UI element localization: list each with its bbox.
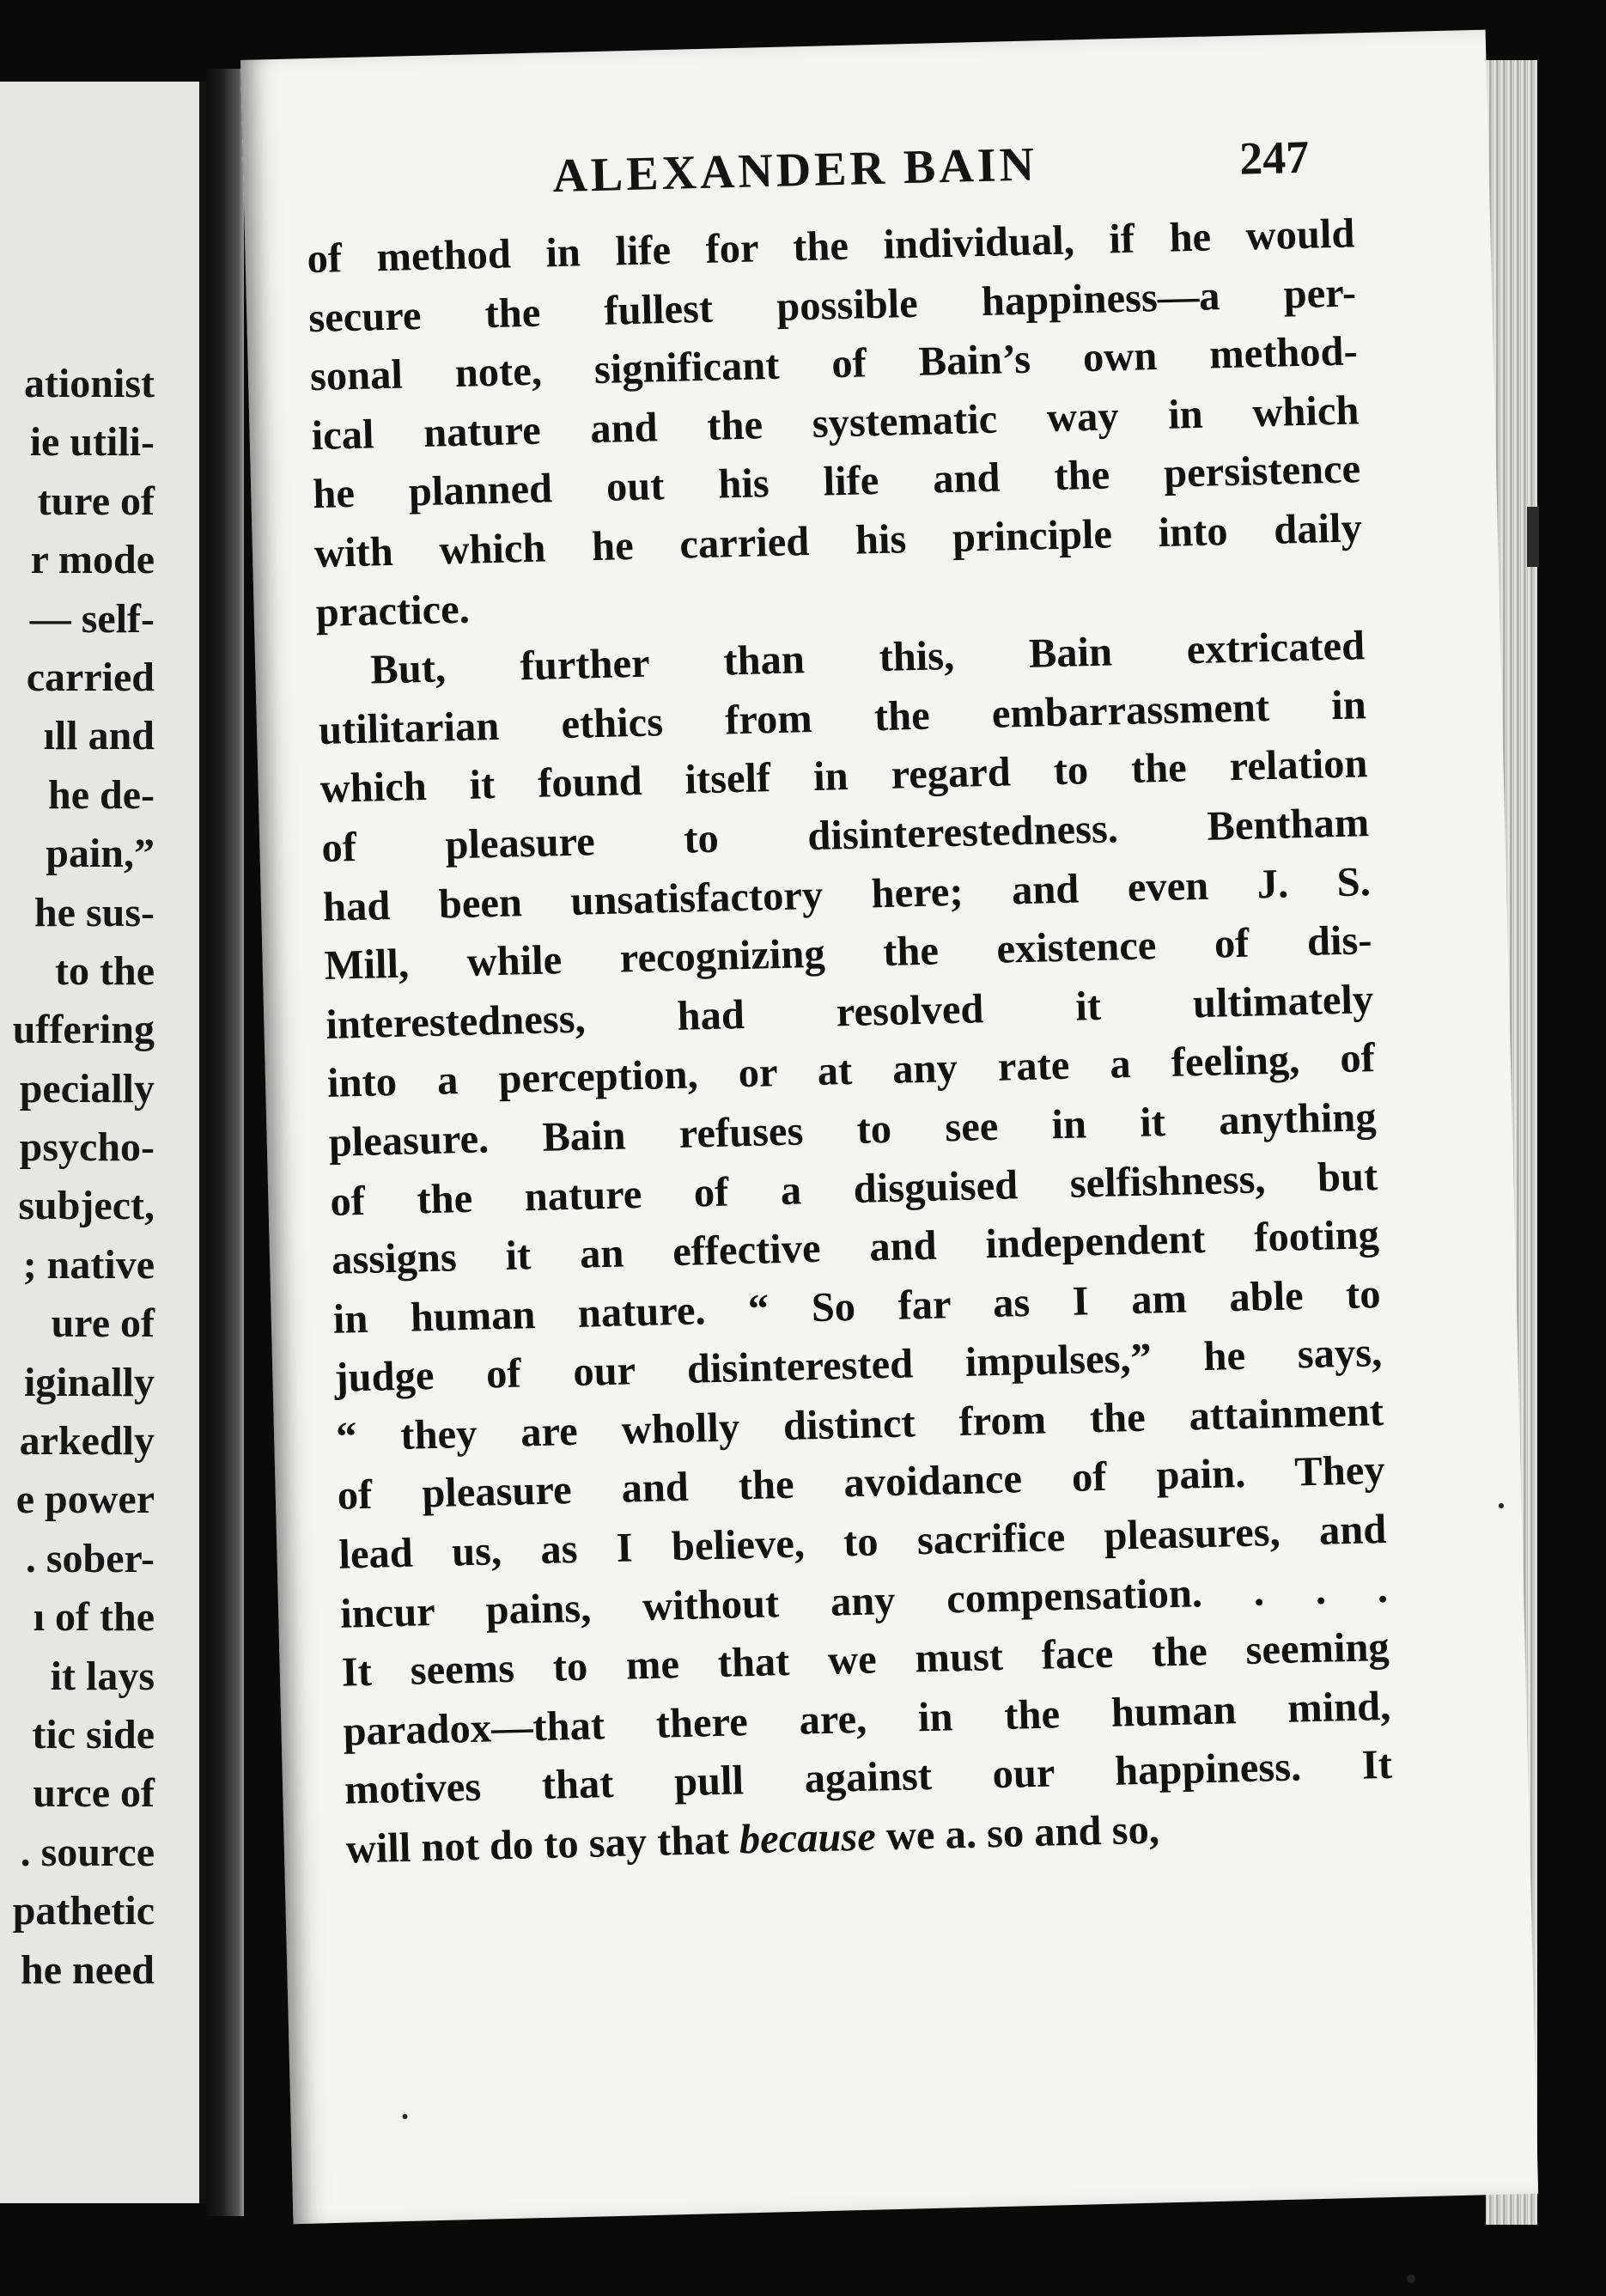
ink-speck [1499,1503,1504,1508]
left-page-line: ie utili- [29,419,155,466]
left-facing-page [0,82,206,2203]
text-line: secure the fullest possible happiness—a per- [307,269,1357,341]
left-page-line: pecially [19,1065,155,1111]
text-line: of method in life for the individual, if he would [307,210,1355,283]
running-title: ALEXANDER BAIN [551,137,1038,204]
left-page-line: tic side [32,1711,155,1757]
left-page-line: subject, [18,1183,155,1229]
text-line: sonal note, significant of Bain’s own method- [309,328,1359,400]
left-page-line: ture of [37,478,155,524]
text-line: practice. [315,586,471,636]
left-page-text [13,355,155,2000]
text-line: he planned out his life and the persistence [312,446,1361,518]
left-page-line: carried [26,654,155,700]
text-line: Mill, while recognizing the existence of dis- [324,917,1373,990]
left-page-line: he sus- [33,889,155,935]
book-gutter [206,69,244,2216]
text-line: had been unsatisfactory here; and even J. S. [322,858,1372,930]
text-line: pleasure. Bain refuses to see in it anything [328,1093,1378,1166]
text-line: into a perception, or at any rate a feeling, of [326,1035,1376,1107]
page-edge-mark [1527,507,1539,567]
paragraph-1 [307,204,1364,643]
text-line: of pleasure to disinterestedness. Bentham [320,800,1370,871]
italic-word: because [739,1813,877,1863]
text-line: in human nature. “ So far as I am able to [332,1270,1382,1343]
left-page-line: pathetic [12,1888,155,1934]
left-page-line: urce of [33,1770,155,1817]
text-line: of the nature of a disguised selfishness, but [329,1153,1378,1225]
left-page-line: — self- [29,595,155,642]
ink-speck [1407,2275,1415,2283]
text-line: with which he carried his principle into daily [313,505,1363,577]
last-line-end: we a. so and so, [875,1806,1160,1860]
left-page-line: uffering [12,1007,155,1053]
left-page-line: ationist [23,361,155,406]
left-page-line: ure of [51,1300,155,1347]
left-page-line: e power [15,1477,155,1523]
paragraph-2 [317,617,1393,1820]
text-line: paradox—that there are, in the human mind, [342,1683,1391,1755]
left-page-line: to the [55,947,155,994]
text-line: which it found itself in regard to the relation [319,740,1369,813]
right-page [240,30,1538,2225]
page-number: 247 [1238,131,1310,185]
body-text [307,204,1395,1879]
left-page-line: arkedly [19,1418,155,1465]
left-page-line: he de- [48,771,155,818]
text-line: judge of our disinterested impulses,” he says, [333,1330,1383,1402]
left-page-line: psycho- [19,1124,155,1171]
left-page-line: . sober- [25,1535,155,1581]
text-line: It seems to me that we must face the seeming [341,1624,1390,1696]
left-page-line: ı of the [33,1594,155,1641]
last-line-start: will not do to say that [345,1817,740,1873]
left-page-line: pain,” [46,831,155,877]
text-line: lead us, as I believe, to sacrifice pleasures, and [338,1506,1387,1578]
text-line: utilitarian ethics from the embarrassment in [318,681,1367,753]
left-page-line: . source [20,1829,155,1875]
text-line: interestedness, had resolved it ultimately [325,976,1374,1048]
left-page-line: ; native [22,1241,155,1288]
text-line: But, further than this, Bain extricated [369,623,1366,693]
text-line: assigns it an effective and independent footing [331,1212,1380,1283]
text-line: motives that pull against our happiness. It [344,1742,1393,1814]
left-page-line: he need [21,1946,155,1993]
text-line: incur pains, without any compensation. . . . [339,1565,1389,1637]
left-page-line: r mode [30,537,155,583]
text-line: of pleasure and the avoidance of pain. They [337,1447,1386,1520]
left-page-line: ıll and [43,713,155,759]
text-line: “ they are wholly distinct from the attainment [335,1388,1384,1460]
left-page-line: it lays [50,1653,155,1699]
text-line: ical nature and the systematic way in which [311,387,1360,459]
left-page-line: iginally [23,1359,155,1405]
ink-speck [402,2114,407,2119]
